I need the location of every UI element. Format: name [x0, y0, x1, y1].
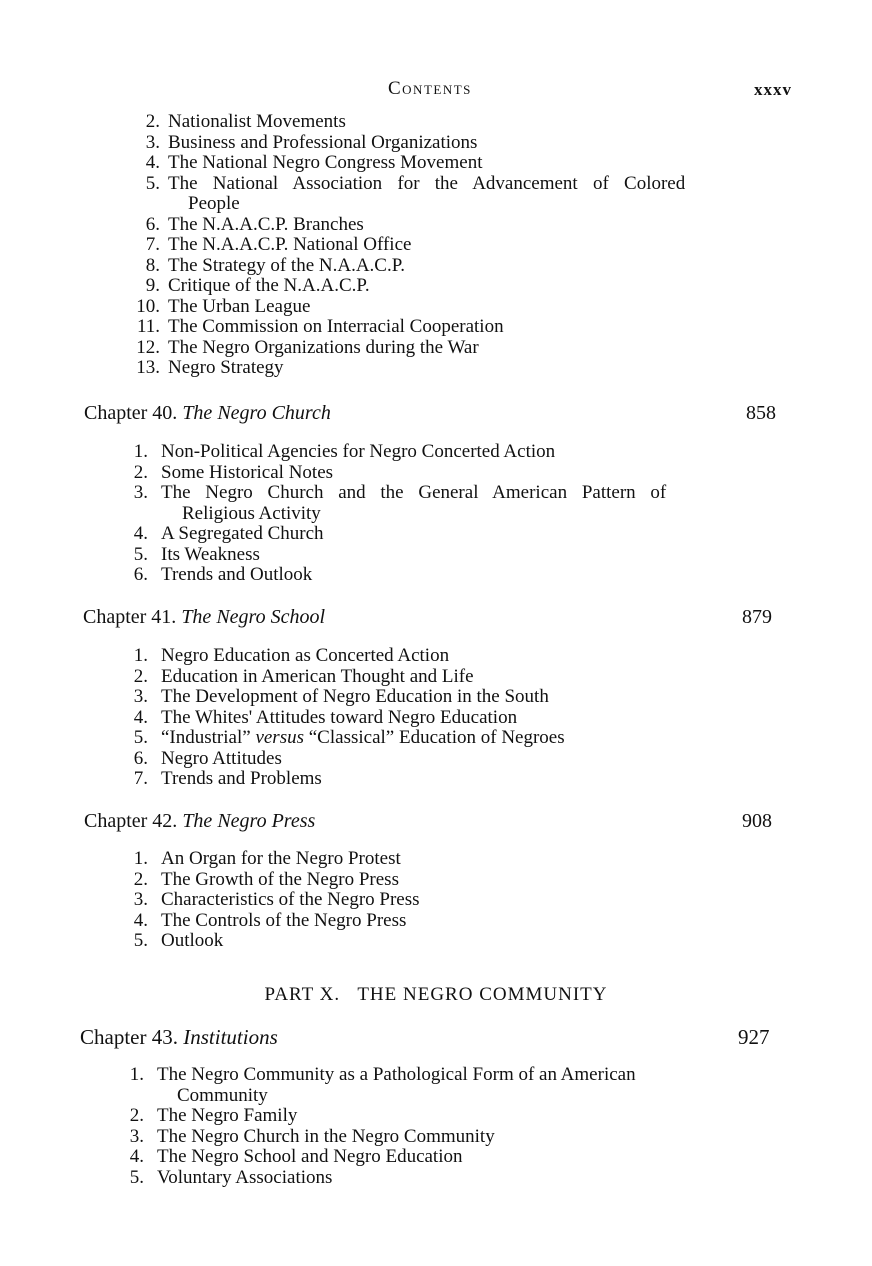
section-title: The Commission on Interracial Cooperation	[168, 316, 504, 337]
list-item	[0, 749, 872, 770]
section-title: The Negro School and Negro Education	[157, 1146, 463, 1167]
section-number: 5.	[145, 172, 160, 194]
section-title: Negro Attitudes	[161, 747, 282, 769]
section-number: 9.	[145, 275, 160, 296]
list-item	[0, 133, 872, 154]
list-item	[0, 215, 872, 236]
section-title: The Negro Church in the Negro Community	[157, 1125, 495, 1147]
section-number: 2.	[133, 461, 148, 483]
page-number: xxxv	[754, 80, 792, 99]
section-title: Nationalist Movements	[168, 111, 346, 132]
section-title: An Organ for the Negro Protest	[161, 848, 401, 869]
section-title	[161, 728, 565, 749]
chapter-title: The Negro School	[181, 606, 326, 628]
chapter-heading	[0, 810, 872, 836]
section-title: The National Association for the Advancement of Colored	[168, 172, 686, 194]
section-title: The Growth of the Negro Press	[161, 868, 399, 890]
section-title-continuation: People	[188, 193, 240, 214]
list-item	[0, 1106, 872, 1127]
section-title-part: “Industrial”	[161, 727, 256, 748]
list-item	[0, 646, 872, 667]
list-item	[0, 667, 872, 688]
section-title: Negro Strategy	[168, 357, 284, 378]
list-item	[0, 174, 872, 215]
section-title: Characteristics of the Negro Press	[161, 889, 420, 910]
chapter-section-list	[0, 1065, 872, 1188]
section-number: 2.	[129, 1105, 144, 1126]
chapter-heading	[0, 402, 872, 428]
running-title: Contents	[388, 78, 472, 99]
section-number: 3.	[133, 482, 148, 503]
section-number: 10.	[136, 295, 160, 317]
section-number: 7.	[133, 768, 148, 789]
section-number: 6.	[133, 747, 148, 769]
section-title: Its Weakness	[161, 543, 260, 565]
section-number: 5.	[133, 930, 148, 951]
list-item	[0, 1168, 872, 1189]
chapter-title: The Negro Press	[182, 810, 316, 832]
section-number: 2.	[133, 868, 148, 890]
list-item	[0, 153, 872, 174]
section-title: The Controls of the Negro Press	[161, 909, 407, 931]
section-title: The National Negro Congress Movement	[168, 152, 483, 173]
section-title-continuation: Religious Activity	[182, 502, 321, 524]
chapter-label: Chapter 40.	[84, 402, 178, 424]
section-number: 3.	[133, 889, 148, 910]
section-title: The N.A.A.C.P. National Office	[168, 234, 412, 255]
chapter-title: Institutions	[183, 1025, 278, 1049]
list-item	[0, 317, 872, 338]
section-number: 1.	[133, 645, 148, 666]
section-title: Negro Education as Concerted Action	[161, 645, 450, 666]
chapter-section-list	[0, 849, 872, 952]
running-head	[0, 78, 872, 102]
chapter-section-list	[0, 442, 872, 586]
section-number: 4.	[133, 523, 148, 544]
list-item	[0, 297, 872, 318]
section-title: Non-Political Agencies for Negro Concerted Action	[161, 441, 556, 462]
section-number: 3.	[145, 131, 160, 153]
list-item	[0, 849, 872, 870]
list-item	[0, 256, 872, 277]
section-number: 4.	[133, 909, 148, 931]
section-number: 6.	[145, 213, 160, 235]
section-number: 5.	[133, 727, 148, 748]
section-title: The Negro Organizations during the War	[168, 336, 479, 358]
section-title: The Strategy of the N.A.A.C.P.	[168, 254, 405, 276]
section-title: A Segregated Church	[161, 523, 324, 544]
section-number: 8.	[145, 254, 160, 276]
section-title: The Whites' Attitudes toward Negro Education	[161, 706, 518, 728]
list-item	[0, 276, 872, 297]
list-item	[0, 112, 872, 133]
section-title: Trends and Problems	[161, 768, 322, 789]
section-number: 13.	[136, 357, 160, 378]
section-number: 7.	[145, 234, 160, 255]
list-item	[0, 931, 872, 952]
section-title-part: “Classical” Education of Negroes	[304, 727, 565, 748]
continued-section-list	[0, 112, 872, 379]
chapter-heading	[0, 606, 872, 632]
list-item	[0, 235, 872, 256]
list-item	[0, 483, 872, 524]
section-title: Business and Professional Organizations	[168, 131, 478, 153]
section-number: 12.	[136, 336, 160, 358]
list-item	[0, 911, 872, 932]
chapter-page-number: 908	[742, 810, 772, 832]
section-title: Some Historical Notes	[161, 461, 334, 483]
list-item	[0, 708, 872, 729]
list-item	[0, 358, 872, 379]
section-title: The Negro Family	[157, 1105, 298, 1126]
section-number: 2.	[133, 665, 148, 687]
section-title: Outlook	[161, 930, 224, 951]
chapter-label: Chapter 41.	[83, 606, 177, 628]
section-number: 1.	[129, 1064, 144, 1085]
chapter-label: Chapter 43.	[80, 1025, 178, 1049]
section-title: The Urban League	[168, 295, 311, 317]
section-title-continuation: Community	[177, 1084, 268, 1106]
list-item	[0, 442, 872, 463]
section-number: 11.	[136, 316, 160, 337]
list-item	[0, 1147, 872, 1168]
section-number: 1.	[133, 441, 148, 462]
section-title-italic: versus	[255, 727, 304, 748]
chapter-title: The Negro Church	[182, 402, 331, 424]
chapter-heading	[0, 1025, 872, 1051]
list-item	[0, 769, 872, 790]
section-title: Critique of the N.A.A.C.P.	[168, 275, 370, 296]
part-title: THE NEGRO COMMUNITY	[357, 984, 608, 1005]
section-title: The Negro Church and the General American Pattern of	[161, 482, 667, 503]
section-number: 6.	[133, 564, 148, 585]
section-title: The N.A.A.C.P. Branches	[168, 213, 364, 235]
section-number: 4.	[129, 1146, 144, 1167]
list-item	[0, 338, 872, 359]
part-label: PART X.	[264, 984, 341, 1005]
chapter-page-number: 927	[738, 1025, 770, 1049]
list-item	[0, 870, 872, 891]
section-number: 1.	[133, 848, 148, 869]
list-item	[0, 728, 872, 749]
list-item	[0, 890, 872, 911]
section-title: Voluntary Associations	[157, 1166, 333, 1188]
section-title: Trends and Outlook	[161, 564, 313, 585]
section-title: The Negro Community as a Pathological Form of an American	[157, 1064, 636, 1085]
section-title: The Development of Negro Education in the South	[161, 686, 549, 707]
list-item	[0, 545, 872, 566]
chapter-section-list	[0, 646, 872, 790]
section-number: 5.	[133, 543, 148, 565]
section-number: 5.	[129, 1166, 144, 1188]
list-item	[0, 1127, 872, 1148]
section-number: 3.	[129, 1125, 144, 1147]
section-number: 3.	[133, 686, 148, 707]
list-item	[0, 565, 872, 586]
list-item	[0, 687, 872, 708]
chapter-page-number: 879	[742, 606, 772, 628]
part-heading	[0, 984, 872, 1006]
list-item	[0, 1065, 872, 1106]
section-number: 4.	[133, 706, 148, 728]
list-item	[0, 524, 872, 545]
section-number: 2.	[145, 111, 160, 132]
chapter-page-number: 858	[746, 402, 776, 424]
section-title: Education in American Thought and Life	[161, 665, 474, 687]
chapter-label: Chapter 42.	[84, 810, 178, 832]
section-number: 4.	[145, 152, 160, 173]
list-item	[0, 463, 872, 484]
